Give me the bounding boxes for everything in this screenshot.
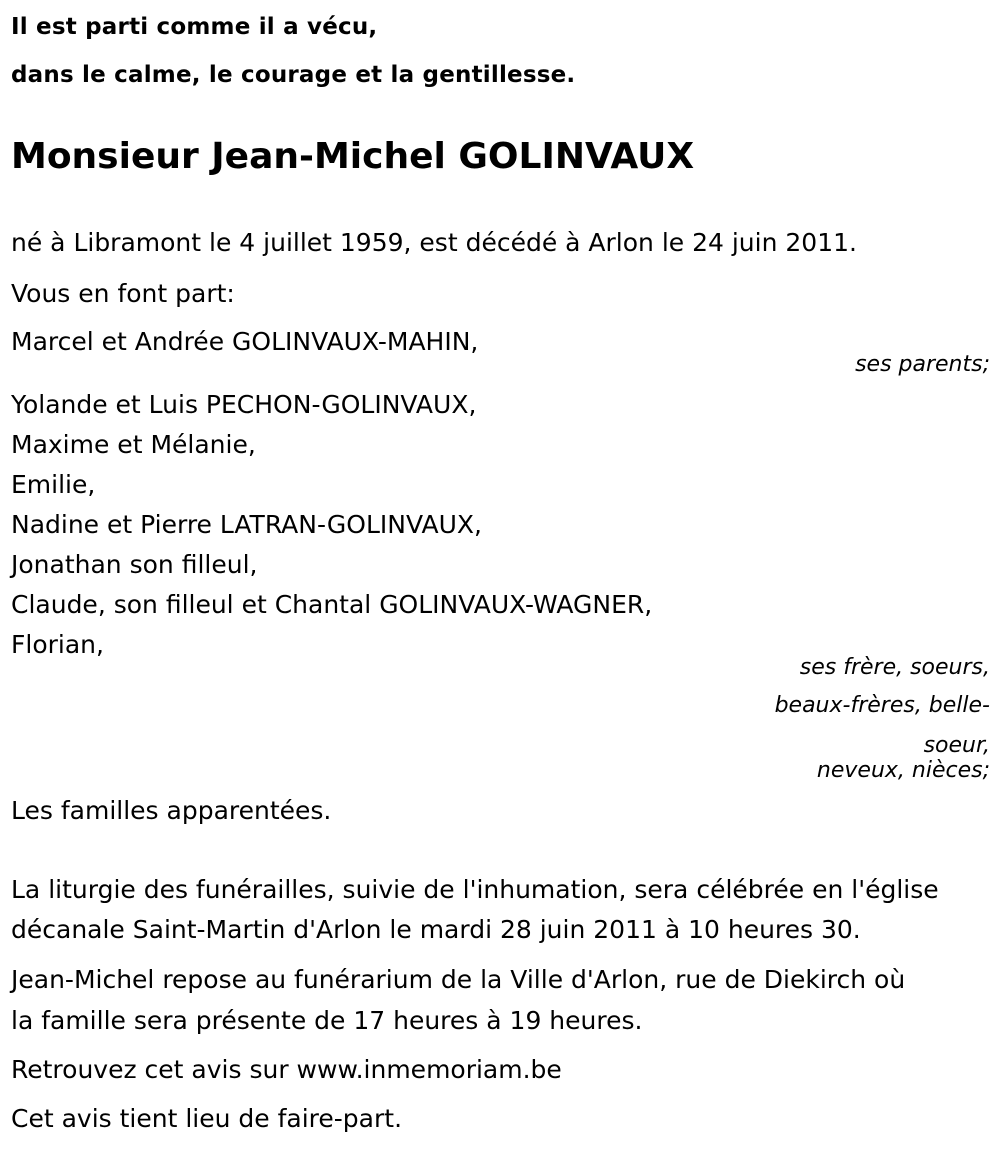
funeral-line-1: La liturgie des funérailles, suivie de l'inhumation, sera célébrée en l'église (11, 875, 939, 904)
announcement-intro: Vous en font part: (11, 279, 235, 308)
epigraph-line-1: Il est parti comme il a vécu, (11, 14, 378, 40)
deceased-name: Monsieur Jean-Michel GOLINVAUX (11, 136, 695, 177)
related-families: Les familles apparentées. (11, 796, 332, 825)
funeral-line-2: décanale Saint-Martin d'Arlon le mardi 28 juin 2011 à 10 heures 30. (11, 915, 861, 944)
epigraph-line-2: dans le calme, le courage et la gentillesse. (11, 62, 576, 88)
siblings-relation-line-2: beaux-frères, belle-soeur, (774, 693, 990, 758)
website-note: Retrouvez cet avis sur www.inmemoriam.be (11, 1055, 562, 1084)
sibling-line-5: Jonathan son filleul, (11, 550, 258, 579)
closing-note: Cet avis tient lieu de faire-part. (11, 1104, 403, 1133)
siblings-relation-line-3: neveux, nièces; (816, 758, 990, 783)
parents-relation: ses parents; (855, 352, 990, 377)
siblings-relation-line-1: ses frère, soeurs, (799, 655, 990, 680)
birth-death-line: né à Libramont le 4 juillet 1959, est décédé à Arlon le 24 juin 2011. (11, 228, 857, 257)
visitation-line-1: Jean-Michel repose au funérarium de la Ville d'Arlon, rue de Diekirch où (11, 965, 906, 994)
visitation-line-2: la famille sera présente de 17 heures à 19 heures. (11, 1006, 643, 1035)
sibling-line-4: Nadine et Pierre LATRAN-GOLINVAUX, (11, 510, 482, 539)
sibling-line-7: Florian, (11, 630, 104, 659)
sibling-line-3: Emilie, (11, 470, 96, 499)
sibling-line-2: Maxime et Mélanie, (11, 430, 256, 459)
parents-names: Marcel et Andrée GOLINVAUX-MAHIN, (11, 327, 479, 356)
sibling-line-6: Claude, son filleul et Chantal GOLINVAUX-WAGNER, (11, 590, 653, 619)
sibling-line-1: Yolande et Luis PECHON-GOLINVAUX, (11, 390, 477, 419)
